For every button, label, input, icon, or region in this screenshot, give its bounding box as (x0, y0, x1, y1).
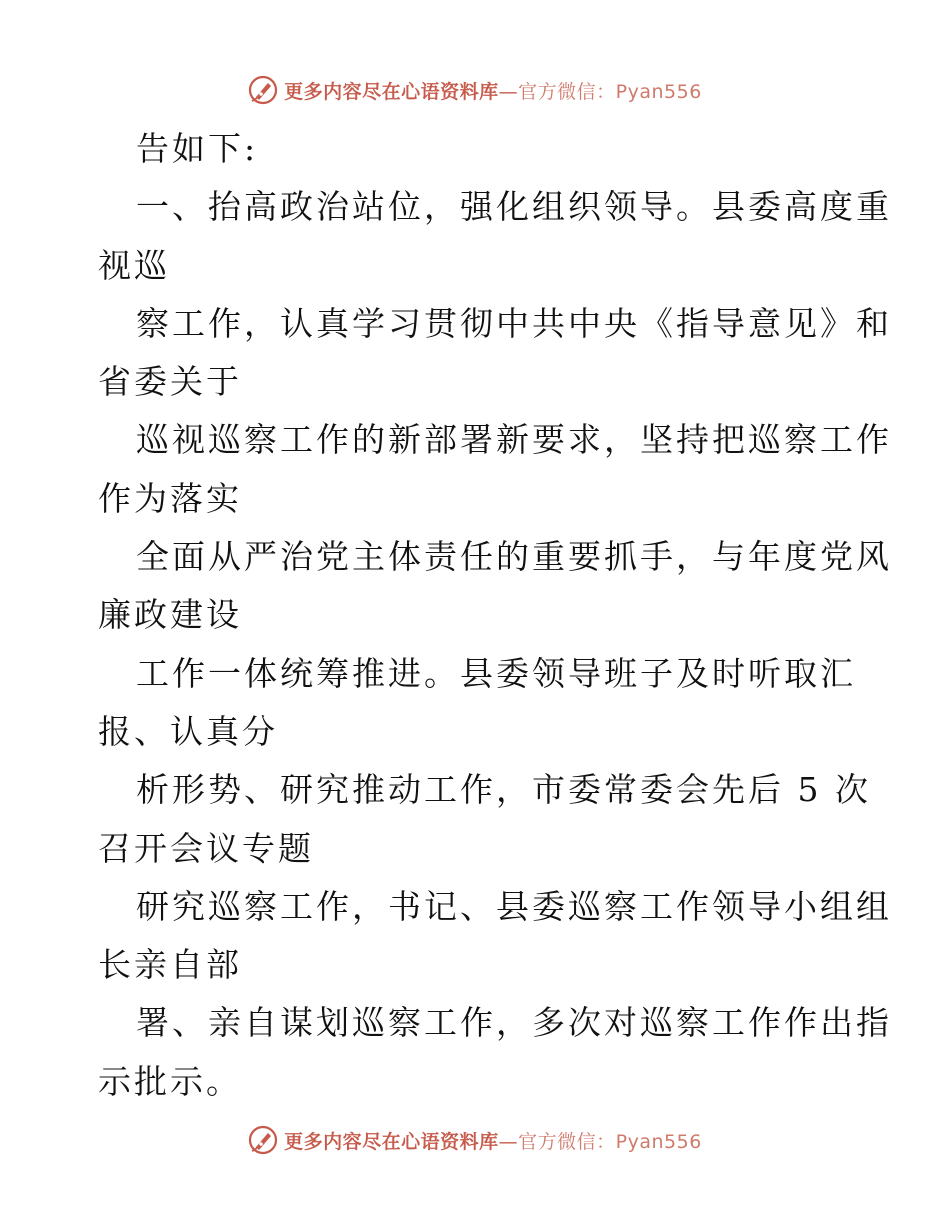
document-line: 省委关于 (98, 362, 242, 402)
header-banner-wechat: 官方微信：Pyan556 (518, 80, 702, 103)
document-line: 署、亲自谋划巡察工作，多次对巡察工作作出指 (136, 1003, 892, 1043)
document-line: 长亲自部 (98, 945, 242, 985)
document-line: 察工作，认真学习贯彻中共中央《指导意见》和 (136, 303, 892, 343)
header-banner (0, 70, 950, 110)
document-line: 视巡 (98, 245, 170, 285)
document-line: 廉政建设 (98, 595, 242, 635)
pen-nib-logo-icon (248, 75, 278, 105)
document-line: 召开会议专题 (98, 828, 314, 868)
document-body (98, 120, 892, 1111)
header-banner-lead: 更多内容尽在心语资料库 (284, 80, 499, 103)
pen-nib-logo-icon (248, 1125, 278, 1155)
document-line: 巡视巡察工作的新部署新要求，坚持把巡察工作 (136, 420, 892, 460)
document-line: 告如下: (136, 129, 259, 168)
footer-banner-wechat: 官方微信：Pyan556 (518, 1130, 702, 1153)
document-line: 一、抬高政治站位，强化组织领导。县委高度重 (136, 187, 892, 227)
header-banner-text (284, 77, 702, 104)
header-banner-separator: — (498, 80, 519, 103)
footer-banner-separator: — (498, 1130, 519, 1153)
document-line: 示批示。 (98, 1061, 242, 1101)
document-line: 全面从严治党主体责任的重要抓手，与年度党风 (136, 537, 892, 577)
footer-banner-text (284, 1127, 702, 1154)
document-line: 工作一体统筹推进。县委领导班子及时听取汇 (136, 653, 856, 693)
document-line: 报、认真分 (98, 711, 278, 751)
document-line: 研究巡察工作，书记、县委巡察工作领导小组组 (136, 886, 892, 926)
document-line: 作为落实 (98, 478, 242, 518)
footer-banner-lead: 更多内容尽在心语资料库 (284, 1130, 499, 1153)
footer-banner (0, 1120, 950, 1160)
document-line: 析形势、研究推动工作，市委常委会先后 5 次 (136, 770, 871, 810)
